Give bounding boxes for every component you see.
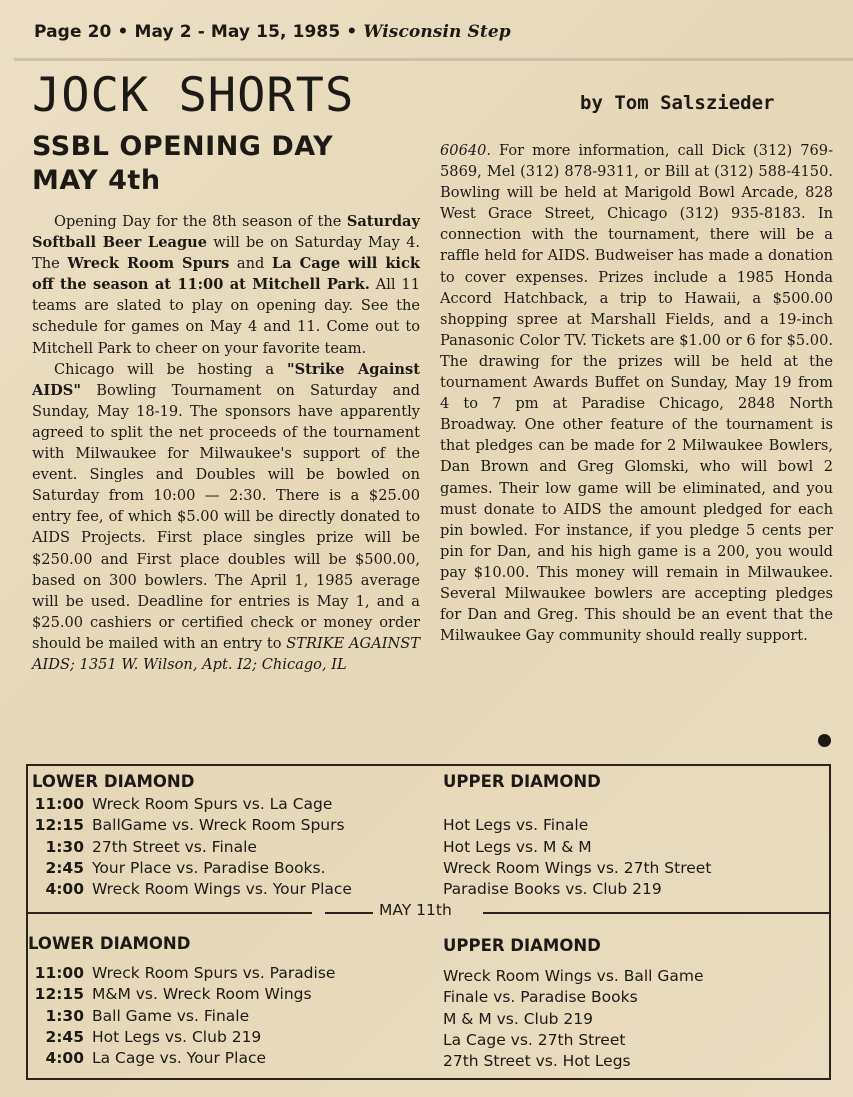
lower-diamond-title: LOWER DIAMOND: [32, 772, 195, 791]
headline-line: SSBL OPENING DAY: [32, 131, 334, 162]
game-row: Paradise Books vs. Club 219: [443, 880, 662, 899]
article-paragraph: [32, 359, 420, 675]
game-row: [26, 879, 352, 900]
game-row: [26, 837, 352, 858]
game-row: [26, 1006, 335, 1027]
game-row: Wreck Room Wings vs. Ball Game: [443, 967, 704, 985]
text-run: Bowling Tournament on Saturday and Sunday, May 18-19. The sponsors have apparently agreed to split the net proceeds of the tournament with Milwaukee for Milwaukee's support of the event. Singles and Doubles will be bowled on Saturday from 10:00 — 2:30. There is a $25.00 entry fee, of which $5.00 will be directly donated to AIDS Projects. First place singles prize will be $250.00 and First place doubles will be $500.00, based on 300 bowlers. The April 1, 1985 average will be used. Deadline for entries is May 1, and a $25.00 cashiers or certified check or money order should be mailed with an entry to: [32, 381, 420, 652]
game-time: 4:00: [45, 1049, 84, 1068]
game-matchup: Wreck Room Spurs vs. La Cage: [92, 795, 333, 813]
game-time: 4:00: [45, 880, 84, 899]
schedule-box: [26, 764, 831, 1080]
game-row: [26, 858, 352, 879]
game-row: [26, 1048, 335, 1069]
game-time: 2:45: [45, 858, 84, 877]
game-matchup: Hot Legs vs. Club 219: [92, 1027, 262, 1046]
text-run: For more information, call Dick (312) 769-5869, Mel (312) 878-9311, or Bill at (312) 588-4150. Bowling will be held at Marigold Bowl Arcade, 828 West Grace Street, Chicago (312) 935-8183. In connection with the tournament, there will be a raffle held for AIDS. Budweiser has made a donation to cover expenses. Prizes include a 1985 Honda Accord Hatchback, a trip to Hawaii, a $500.00 shopping spree at Marshall Fields, and a 19-inch Panasonic Color TV. Tickets are $1.00 or 6 for $5.00. The drawing for the prizes will be held at the tournament Awards Buffet on Sunday, May 19 from 4 to 7 pm at Paradise Chicago, 2848 North Broadway. One other feature of the tournament is that pledges can be made for 2 Milwaukee Bowlers, Dan Brown and Greg Glomski, who will bowl 2 games. Their low game will be eliminated, and you must donate to AIDS the amount pledged for each pin bowled. For instance, if you pledge 5 cents per pin for Dan, and his high game is a 200, you would pay $10.00. This money will remain in Milwaukee. Several Milwaukee bowlers are accepting pledges for Dan and Greg. This should be an event that the Milwaukee Gay community should really support.: [440, 142, 833, 645]
game-time: 2:45: [45, 1027, 84, 1046]
headline-line: MAY 4th: [32, 165, 161, 196]
game-matchup: BallGame vs. Wreck Room Spurs: [92, 816, 345, 835]
text-run: STRIKE AGAINST AIDS; 1351 W. Wilson, Apt. I2; Chicago, IL: [32, 634, 420, 673]
top-rule: [14, 58, 853, 61]
game-matchup: M&M vs. Wreck Room Wings: [92, 985, 312, 1004]
game-matchup: Ball Game vs. Finale: [92, 1006, 250, 1025]
text-run: Chicago will be hosting a: [54, 360, 287, 378]
folio-separator: •: [346, 22, 358, 42]
upper-games-may4: [443, 794, 711, 900]
text-run: 60640.: [440, 142, 492, 159]
game-time: 12:15: [34, 985, 84, 1004]
text-run: and: [229, 255, 272, 273]
lower-games-may4: [26, 794, 352, 900]
game-matchup: Wreck Room Wings vs. Your Place: [92, 880, 352, 899]
game-row: 27th Street vs. Hot Legs: [443, 1052, 631, 1071]
issue-dates: May 2 - May 15, 1985: [134, 22, 341, 42]
byline: by Tom Salszieder: [580, 92, 775, 114]
text-run: All 11 teams are slated to play on opening day. See the schedule for games on May 4 and 11. Come out to Mitchell Park to cheer on your favorite team.: [32, 276, 420, 357]
game-matchup: 27th Street vs. Finale: [92, 837, 257, 856]
divider-rule: [28, 912, 312, 914]
game-time: 1:30: [45, 1006, 84, 1025]
game-time: 11:00: [34, 964, 84, 982]
game-row: [26, 794, 352, 815]
game-row: Wreck Room Wings vs. 27th Street: [443, 858, 712, 877]
may-11-divider-label: MAY 11th: [379, 901, 452, 919]
end-of-story-bullet: [818, 734, 831, 747]
game-row: Finale vs. Paradise Books: [443, 988, 638, 1007]
game-row: La Cage vs. 27th Street: [443, 1030, 626, 1049]
game-time: 12:15: [34, 816, 84, 835]
game-row: Hot Legs vs. M & M: [443, 837, 592, 856]
game-time: 1:30: [45, 837, 84, 856]
lower-diamond-title: LOWER DIAMOND: [28, 934, 191, 953]
game-matchup: Your Place vs. Paradise Books.: [92, 858, 326, 877]
game-matchup: Wreck Room Spurs vs. Paradise: [92, 964, 336, 982]
folio-separator: •: [117, 22, 129, 42]
text-run: Wreck Room Spurs: [67, 255, 230, 273]
article-headline: [32, 130, 432, 198]
article-column-right: [440, 140, 833, 646]
game-time: 11:00: [34, 795, 84, 813]
game-row: [26, 815, 352, 836]
upper-diamond-title: UPPER DIAMOND: [443, 772, 601, 791]
divider-rule: [483, 912, 829, 914]
article-paragraph: [32, 211, 420, 359]
game-row: [443, 794, 711, 815]
game-row: [26, 984, 335, 1005]
text-run: "Strike Against AIDS": [32, 360, 420, 399]
game-row: Hot Legs vs. Finale: [443, 816, 589, 835]
game-row: M & M vs. Club 219: [443, 1009, 594, 1028]
game-matchup: La Cage vs. Your Place: [92, 1049, 267, 1068]
page-number: Page 20: [34, 22, 112, 42]
divider-rule: [325, 912, 373, 914]
text-run: La Cage will kick off the season at 11:00 at Mitchell Park.: [32, 255, 420, 294]
text-run: Opening Day for the 8th season of the: [54, 213, 347, 230]
text-run: will be on Saturday May 4. The: [32, 234, 420, 273]
article-column-left: [32, 211, 420, 675]
game-row: [26, 1027, 335, 1048]
article-paragraph: [440, 140, 833, 646]
page-folio: [34, 22, 511, 52]
lower-games-may11: [26, 963, 335, 1069]
publication-name: Wisconsin Step: [363, 22, 511, 42]
text-run: Saturday Softball Beer League: [32, 213, 420, 252]
game-row: [26, 963, 335, 984]
upper-diamond-title: UPPER DIAMOND: [443, 936, 601, 955]
column-title: JOCK SHORTS: [32, 68, 355, 123]
upper-games-may11: [443, 966, 704, 1072]
